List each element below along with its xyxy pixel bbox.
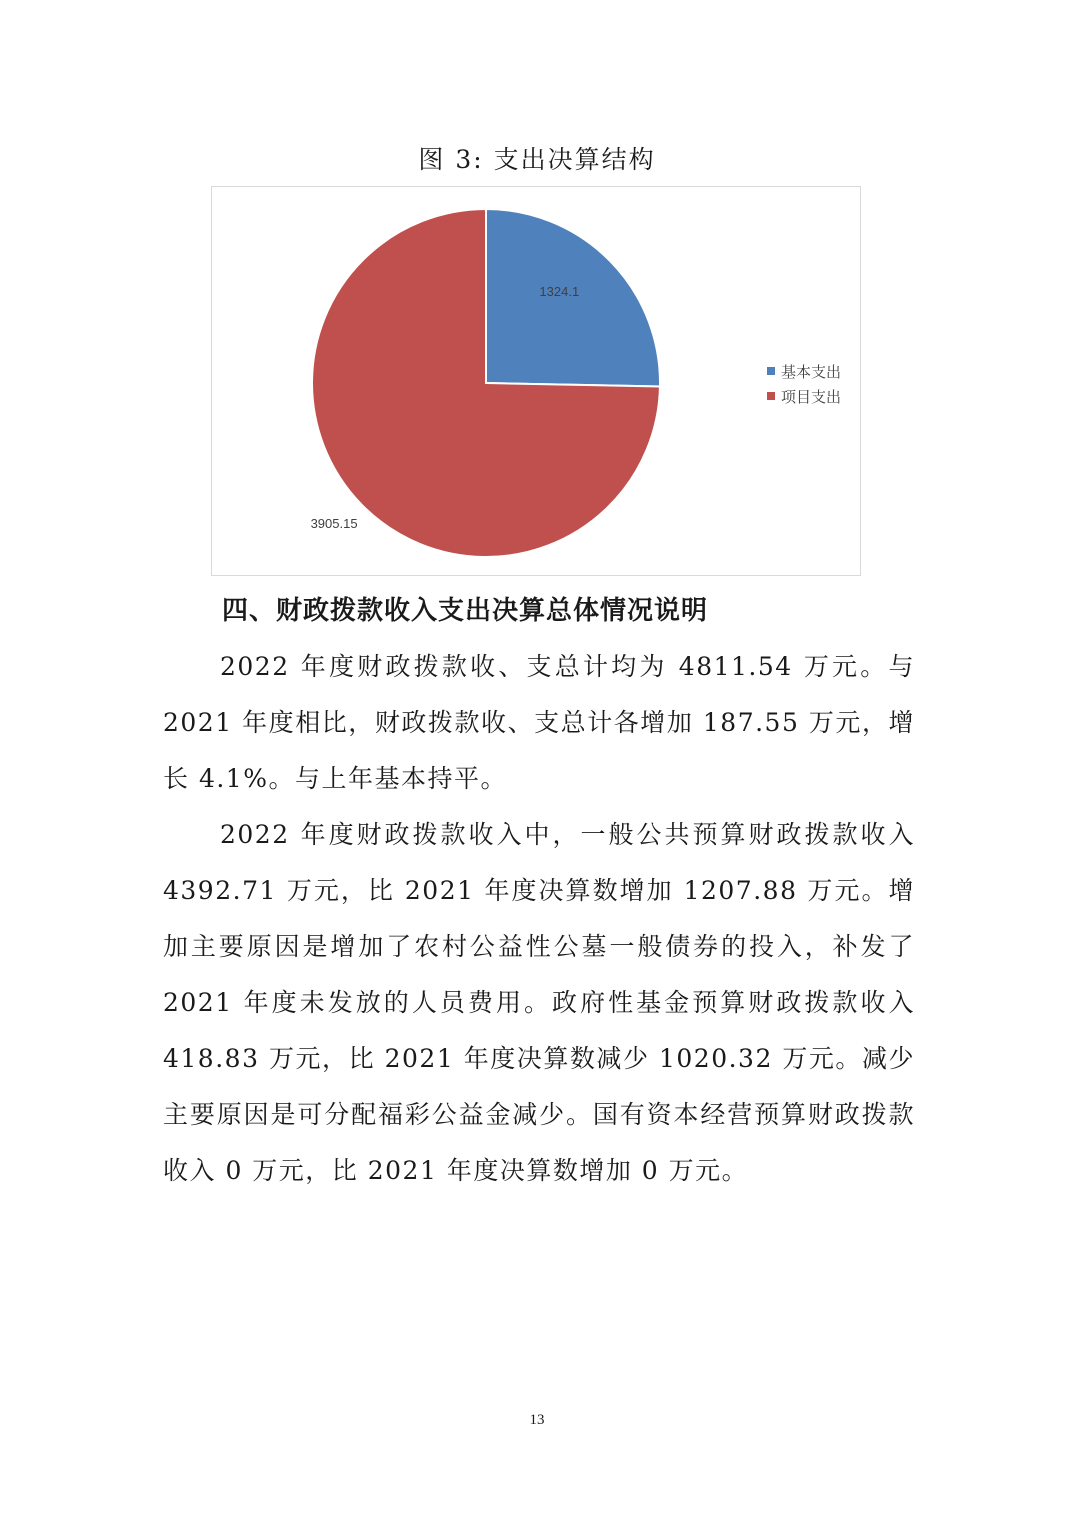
pie-chart-svg <box>212 187 862 577</box>
pie-chart <box>211 186 861 576</box>
page-number: 13 <box>529 1412 545 1428</box>
legend-swatch-2 <box>767 392 775 400</box>
paragraph: 2022 年度财政拨款收入中，一般公共预算财政拨款收入 4392.71 万元，比 2021 年度决算数增加 1207.88 万元。增加主要原因是增加了农村公益性公墓一般债券的投入，补发了 2021 年度未发放的人员费用。政府性基金预算财政拨款收入 418.83 万元，比 2021 年度决算数减少 1020.32 万元。减少主要原因是可分配福彩公益金减少。国有资本经营预算财政拨款收入 0 万元，比 2021 年度决算数增加 0 万元。 <box>163 820 915 1185</box>
section-heading: 四、财政拨款收入支出决算总体情况说明 <box>222 596 709 626</box>
legend-swatch-1 <box>767 367 775 375</box>
legend-label-1: 基本支出 <box>781 363 842 381</box>
figure-caption: 图 3: 支出决算结构 <box>418 145 656 174</box>
pie-data-label-2: 3905.15 <box>310 515 358 531</box>
pie-data-label-1: 1324.1 <box>539 284 580 300</box>
body-text <box>163 639 915 1199</box>
legend-label-2: 项目支出 <box>781 388 842 406</box>
paragraph: 2022 年度财政拨款收、支总计均为 4811.54 万元。与 2021 年度相比，财政拨款收、支总计各增加 187.55 万元，增长 4.1%。与上年基本持平。 <box>163 652 915 793</box>
